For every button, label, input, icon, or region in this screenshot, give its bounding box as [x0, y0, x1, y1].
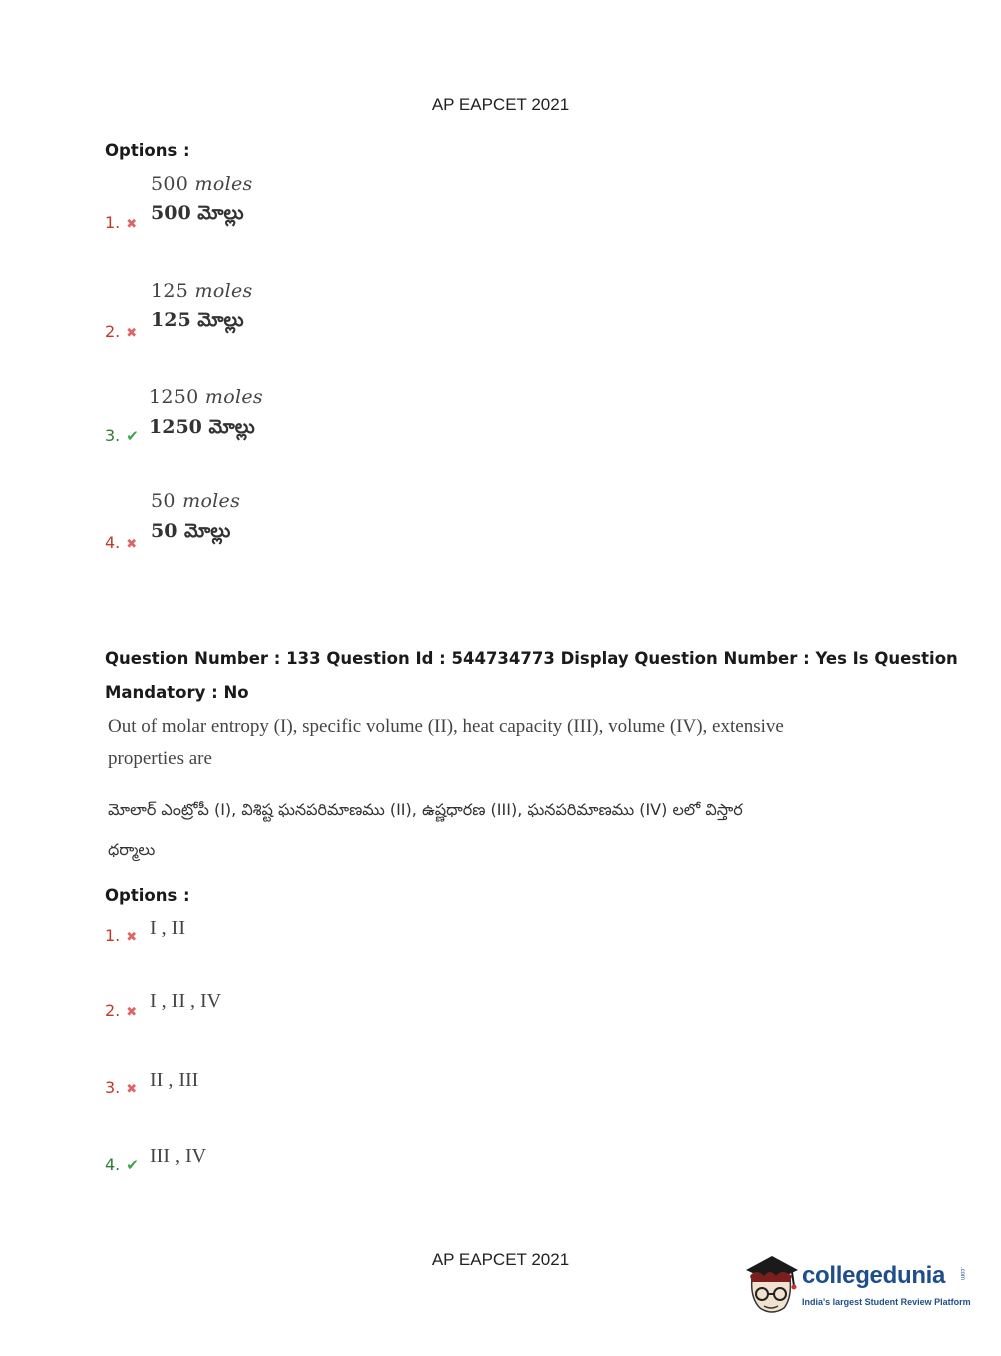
- q-option-4-text: III , IV: [150, 1145, 207, 1167]
- option-1-english: 500 moles: [151, 173, 253, 195]
- page-footer: AP EAPCET 2021: [431, 1250, 570, 1269]
- cross-icon: ✖: [126, 326, 138, 341]
- check-icon: ✔: [126, 427, 139, 445]
- option-4-telugu: 50 మోల్లు: [151, 520, 231, 542]
- brand-name: collegedunia: [802, 1262, 946, 1289]
- q-option-3-marker: 3. ✖: [105, 1078, 138, 1097]
- question-text-english-line2: properties are: [108, 748, 212, 769]
- option-4-english: 50 moles: [151, 490, 241, 512]
- options-label-2: Options :: [105, 886, 190, 905]
- option-1-telugu: 500 మోల్లు: [151, 202, 244, 224]
- option-4-marker: 4. ✖: [105, 533, 138, 552]
- option-2-telugu: 125 మోల్లు: [151, 309, 244, 331]
- option-2-english: 125 moles: [151, 280, 253, 302]
- page-header: AP EAPCET 2021: [431, 95, 570, 114]
- question-mandatory: Mandatory : No: [105, 683, 249, 702]
- check-icon: ✔: [126, 1156, 139, 1174]
- question-text-telugu-line1: మోలార్ ఎంట్రోపీ (I), విశిష్ట ఘనపరిమాణము (II), ఉష్ణధారణ (III), ఘనపరిమాణము (IV) లలో విస్తార: [108, 800, 743, 819]
- question-text-english-line1: Out of molar entropy (I), specific volume (II), heat capacity (III), volume (IV), extensive: [108, 716, 784, 737]
- cross-icon: ✖: [126, 1005, 138, 1020]
- option-2-marker: 2. ✖: [105, 322, 138, 341]
- mascot-graduation-cap-icon: [742, 1250, 802, 1320]
- question-meta: Question Number : 133 Question Id : 544734773 Display Question Number : Yes Is Question: [105, 649, 958, 668]
- q-option-2-text: I , II , IV: [150, 990, 222, 1012]
- cross-icon: ✖: [126, 217, 138, 232]
- q-option-3-text: II , III: [150, 1069, 199, 1091]
- brand-tagline: India's largest Student Review Platform: [802, 1297, 971, 1307]
- option-3-english: 1250 moles: [149, 386, 263, 408]
- cross-icon: ✖: [126, 537, 138, 552]
- q-option-1-marker: 1. ✖: [105, 926, 138, 945]
- option-1-marker: 1. ✖: [105, 213, 138, 232]
- option-3-marker: 3. ✔: [105, 426, 139, 445]
- option-3-telugu: 1250 మోల్లు: [149, 416, 255, 438]
- brand-suffix: .com: [959, 1267, 965, 1281]
- q-option-1-text: I , II: [150, 917, 185, 939]
- cross-icon: ✖: [126, 930, 138, 945]
- q-option-2-marker: 2. ✖: [105, 1001, 138, 1020]
- question-text-telugu-line2: ధర్మాలు: [108, 840, 156, 859]
- options-label: Options :: [105, 141, 190, 160]
- q-option-4-marker: 4. ✔: [105, 1155, 139, 1174]
- cross-icon: ✖: [126, 1082, 138, 1097]
- collegedunia-logo: [742, 1250, 982, 1320]
